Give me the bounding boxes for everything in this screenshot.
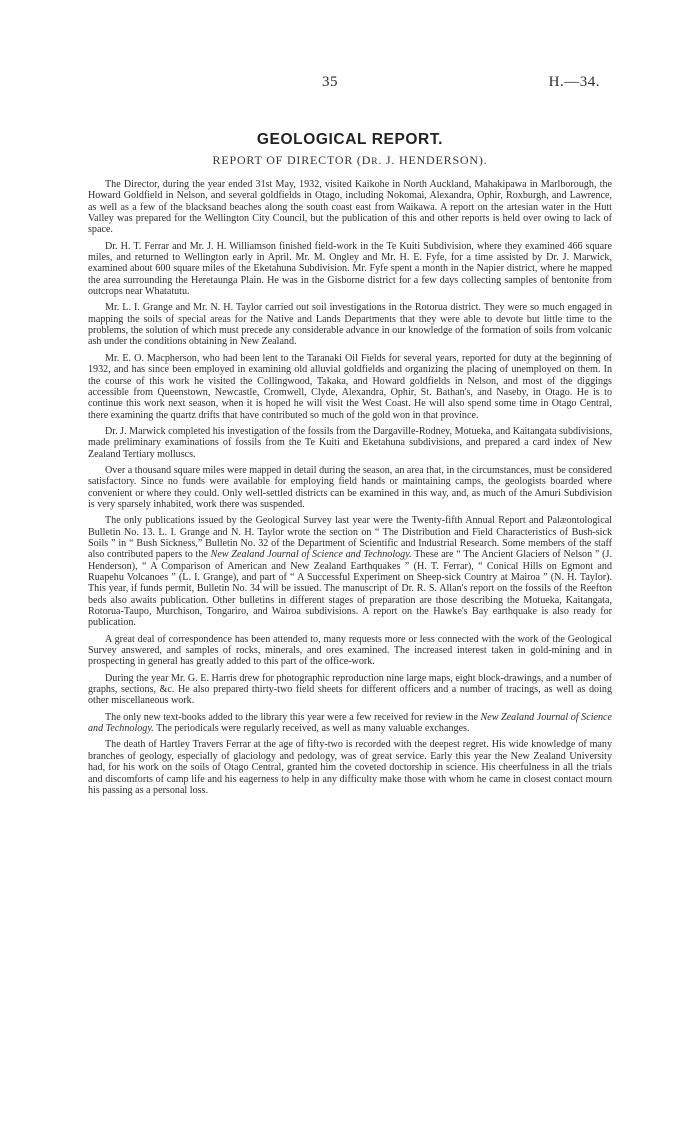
paragraph-library bbox=[88, 712, 612, 735]
paragraph-field-work: Dr. H. T. Ferrar and Mr. J. H. Williamson finished field-work in the Te Kuiti Subdivision, where they examined 466 square miles, and returned to Wellington early in April. Mr. M. Ongley and Mr. H. E. Fyfe, for a time assisted by Dr. J. Marwick, examined about 600 square miles of the Eketahuna Subdivision. Mr. Fyfe spent a month in the Napier district, where he mapped the area surrounding the Heretaunga Plain. He was in the Gisborne district for a few days collecting samples of bentonite from outcrops near Whatatutu. bbox=[88, 240, 612, 298]
paragraph-obituary: The death of Hartley Travers Ferrar at the age of fifty-two is recorded with the deepest regret. His wide knowledge of many branches of geology, especially of glaciology and pedology, was of great service. Early this year the New Zealand University had, for his work on the soils of Otago Central, granted him the coveted doctorship in science. His cheerfulness in all the trials and discomforts of camp life and his eagerness to help in any difficulty make those with whom he came in closest contact mourn his passing as a personal loss. bbox=[88, 739, 612, 796]
library-text-b: The periodicals were regularly received, as well as many valuable exchanges. bbox=[153, 723, 470, 735]
journal-title: New Zealand Journal of Science and Technology. bbox=[210, 549, 412, 561]
paragraph-publications bbox=[88, 515, 612, 628]
report-title: GEOLOGICAL REPORT. bbox=[256, 131, 444, 148]
paragraph-area-mapped: Over a thousand square miles were mapped in detail during the season, an area that, in the circumstances, must be considered satisfactory. Since no funds were available for employing field hands or maintaining camps, the geologists boarded where convenient or where they could. Only well-settled districts can be examined in this way, and, as much of the Amuri Subdivision is very sparsely inhabited, work there was suspended. bbox=[88, 464, 612, 510]
page-header bbox=[60, 74, 600, 94]
publications-text-b: These are “ The Ancient Glaciers of Nelson ” (J. Henderson), “ A Comparison of American and New Zealand Earthquakes ” (H. T. Ferrar), “ Conical Hills on Egmont and Ruapehu Volcanoes ” (L. I. Grange), and part of “ A Successful Experiment on Sheep-sick Country at Mairoa ” (N. H. Taylor). This year, if funds permit, Bulletin No. 34 will be issued. The manuscript of Dr. R. S. Allan's report on the fossils of the Reefton beds also awaits publication. Other bulletins in different stages of preparation are those describing the Motueka, Kaitangata, Rotorua-Taupo, Murchison, Tongariro, and Wairoa subdivisions. A report on the Hawke's Bay earthquake is also ready for publication. bbox=[88, 549, 612, 629]
paragraph-soil-investigations: Mr. L. I. Grange and Mr. N. H. Taylor carried out soil investigations in the Rotorua district. They were so much engaged in mapping the soils of special areas for the Native and Lands Departments that they were able to devote but little time to the problems, the solution of which must precede any considerable advance in our knowledge of the formation of soils from volcanic ash under the conditions obtaining in New Zealand. bbox=[88, 302, 612, 348]
paragraph-drawing-office: During the year Mr. G. E. Harris drew for photographic reproduction nine large maps, eight block-drawings, and a number of graphs, sections, &c. He also prepared thirty-two field sheets for different officers and a number of tracings, as well as doing other miscellaneous work. bbox=[88, 672, 612, 707]
report-body bbox=[88, 179, 612, 801]
subtitle-prefix: REPORT OF DIRECTOR (D bbox=[212, 153, 372, 167]
paragraph-correspondence: A great deal of correspondence has been attended to, many requests more or less connected with the work of the Geological Survey answered, and samples of rocks, minerals, and ores examined. The increased interest taken in gold-mining and in prospecting in general has greatly added to this part of the office-work. bbox=[88, 633, 612, 668]
library-text-a: The only new text-books added to the library this year were a few received for review in the bbox=[105, 711, 481, 723]
subtitle-suffix: . J. HENDERSON). bbox=[378, 153, 488, 167]
journal-title: New Zealand Journal of Science and Technology. bbox=[88, 711, 612, 735]
subtitle-dr-small: R bbox=[371, 157, 379, 167]
paragraph-marwick: Dr. J. Marwick completed his investigation of the fossils from the Dargaville-Rodney, Motueka, and Kaitangata subdivisions, made preliminary examinations of fossils from the Te Kuiti and Eketahuna subdivisions, and prepared a card index of New Zealand Tertiary molluscs. bbox=[88, 425, 612, 460]
page-number: 35 bbox=[322, 74, 338, 90]
document-reference: H.—34. bbox=[548, 74, 600, 90]
publications-text-a: The only publications issued by the Geological Survey last year were the Twenty-fifth Annual Report and Palæontological Bulletin No. 13. L. I. Grange and N. H. Taylor wrote the section on “ The Distribution and Field Characteristics of Bush-sick Soils ” in “ Bush Sickness,” Bulletin No. 32 of the Department of Scientific and Industrial Research. Some members of the staff also contributed papers to the bbox=[88, 515, 612, 561]
report-subtitle bbox=[0, 153, 700, 168]
paragraph-director-visits: The Director, during the year ended 31st May, 1932, visited Kaikohe in North Auckland, Mahakipawa in Marlborough, the Howard Goldfield in Nelson, and several goldfields in Otago, including Nokomai, Alexandra, Ophir, Roxburgh, and Lawrence, as well as a few of the blacksand beaches along the south coast east from Waikawa. A report on the artesian water in the Hutt Valley was prepared for the Wellington City Council, but the publication of this and other reports is held over owing to lack of space. bbox=[88, 179, 612, 236]
paragraph-macpherson: Mr. E. O. Macpherson, who had been lent to the Taranaki Oil Fields for several years, reported for duty at the beginning of 1932, and has since been employed in examining old alluvial goldfields and organizing the placing of unemployed on them. In the course of this work he visited the Collingwood, Takaka, and Howard goldfields in Nelson, and most of the diggings accessible from Queenstown, Newcastle, Cromwell, Clyde, Alexandra, Ophir, St. Bathan's, and Naseby, in Otago. He is to continue this work next season, when it is hoped he will visit the West Coast. He will also spend some time in Otago Central, there examining the quartz drifts that have contributed so much of the gold won in that province. bbox=[88, 352, 612, 421]
